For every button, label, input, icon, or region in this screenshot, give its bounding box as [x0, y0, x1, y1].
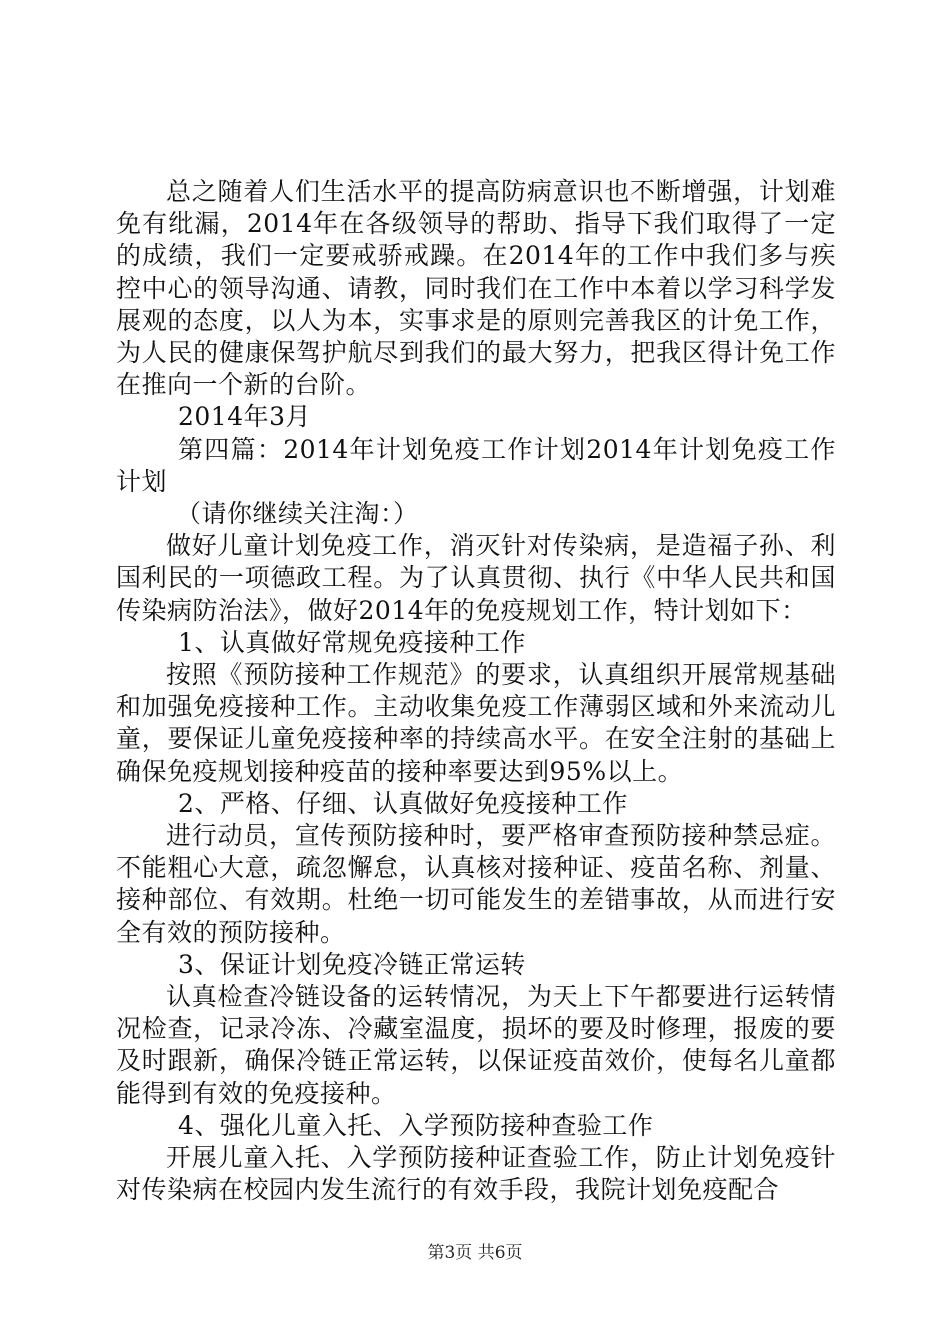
section-heading: 第四篇：2014年计划免疫工作计划2014年计划免疫工作计划	[116, 434, 836, 496]
document-body	[116, 176, 836, 1207]
paragraph-item-2: 进行动员，宣传预防接种时，要严格审查预防接种禁忌症。不能粗心大意，疏忽懈怠，认真核对接种证、疫苗名称、剂量、接种部位、有效期。杜绝一切可能发生的差错事故，从而进行安全有效的预防接种。	[116, 821, 836, 947]
item-heading-2: 2、严格、仔细、认真做好免疫接种工作	[178, 788, 628, 818]
date-line: 2014年3月	[178, 402, 312, 432]
paragraph-item-1: 按照《预防接种工作规范》的要求，认真组织开展常规基础和加强免疫接种工作。主动收集免疫工作薄弱区域和外来流动儿童，要保证儿童免疫接种率的持续高水平。在安全注射的基础上确保免疫规划接种疫苗的接种率要达到95%以上。	[116, 660, 836, 786]
item-heading-3: 3、保证计划免疫冷链正常运转	[178, 949, 526, 979]
item-heading-4: 4、强化儿童入托、入学预防接种查验工作	[178, 1110, 654, 1140]
paragraph-item-3: 认真检查冷链设备的运转情况，为天上下午都要进行运转情况检查，记录冷冻、冷藏室温度，损坏的要及时修理，报废的要及时跟新，确保冷链正常运转，以保证疫苗效价，使每名儿童都能得到有效的免疫接种。	[116, 982, 836, 1108]
paragraph-intro: 做好儿童计划免疫工作，消灭针对传染病，是造福子孙、利国利民的一项德政工程。为了认真贯彻、执行《中华人民共和国传染病防治法》，做好2014年的免疫规划工作，特计划如下：	[116, 531, 836, 625]
paragraph-summary: 总之随着人们生活水平的提高防病意识也不断增强，计划难免有纰漏，2014年在各级领导的帮助、指导下我们取得了一定的成绩，我们一定要戒骄戒躁。在2014年的工作中我们多与疾控中心的领导沟通、请教，同时我们在工作中本着以学习科学发展观的态度，以人为本，实事求是的原则完善我区的计免工作，为人民的健康保驾护航尽到我们的最大努力，把我区得计免工作在推向一个新的台阶。	[116, 177, 836, 400]
page-footer: 第3页 共6页	[427, 1243, 523, 1263]
note-line: （请你继续关注淘：）	[176, 499, 419, 529]
paragraph-item-4: 开展儿童入托、入学预防接种证查验工作，防止计划免疫针对传染病在校园内发生流行的有效手段，我院计划免疫配合	[116, 1143, 836, 1205]
item-heading-1: 1、认真做好常规免疫接种工作	[178, 627, 526, 657]
